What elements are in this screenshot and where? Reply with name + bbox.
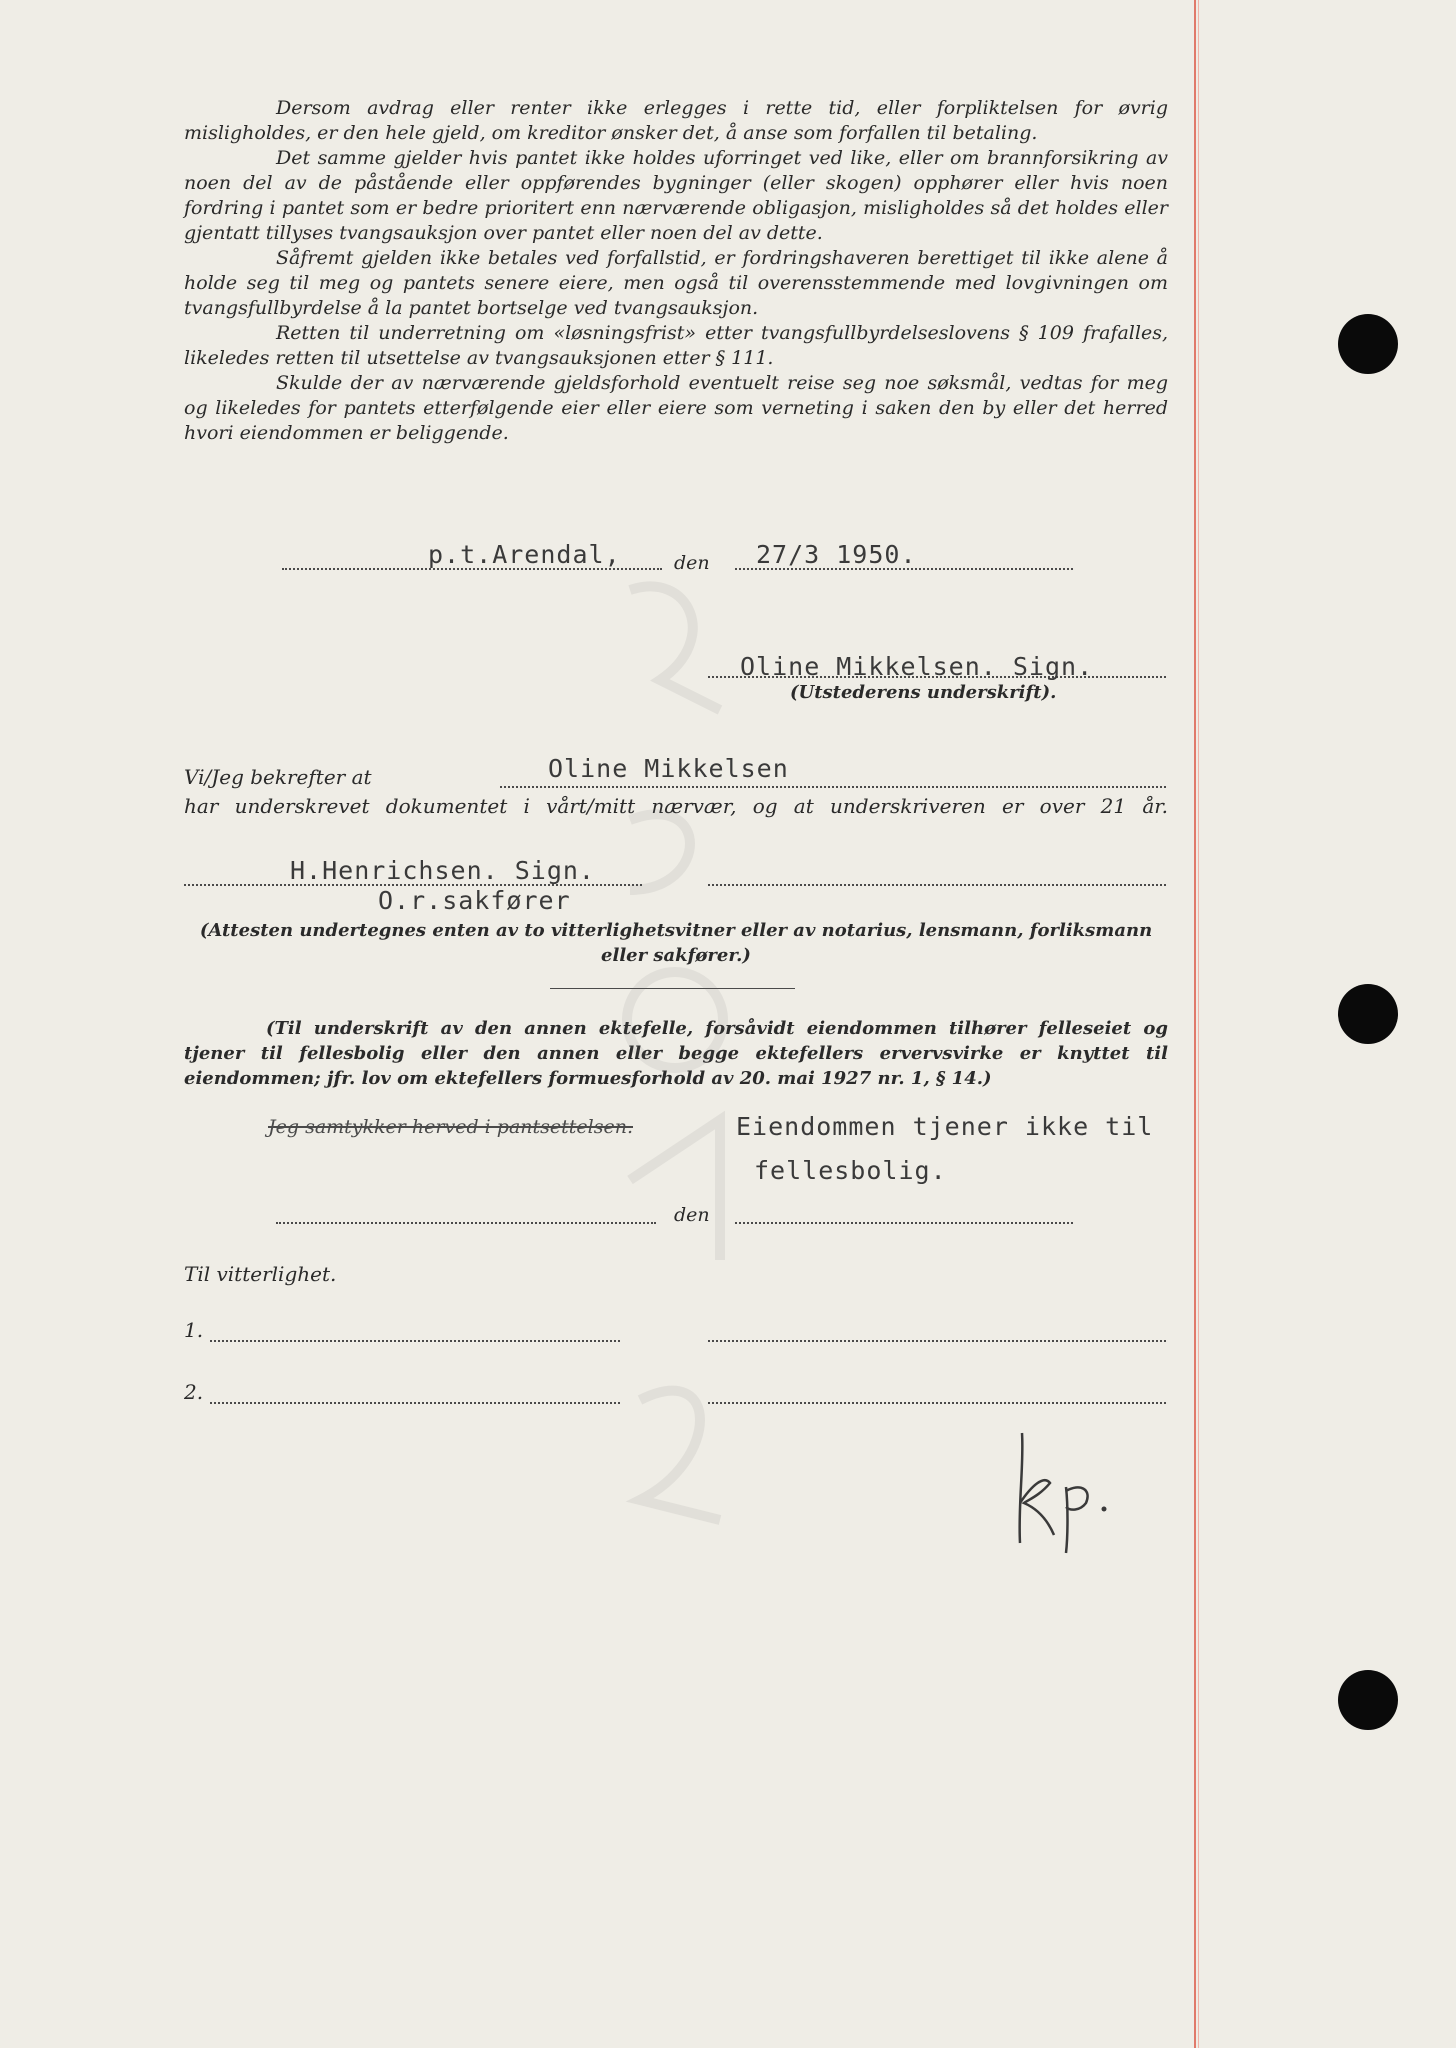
spouse-note: (Til underskrift av den annen ektefelle, forsåvidt eiendommen tilhører felleseiet og tjener til fellesbolig eller den annen eller begge ektefellers ervervsvirke er knyttet til eiendommen; jfr. lov om ektefellers formuesforhold av 20. mai 1927 nr. 1, § 14.) [184,1018,1168,1089]
confirmation-prefix: Vi/Jeg bekrefter at [184,765,372,789]
den-label: den [674,552,710,574]
red-margin-line [1194,0,1196,2048]
place-text: p.t.Arendal, [428,540,621,569]
terms-paragraph: Retten til underretning om «løsningsfrist» etter tvangsfullbyrdelseslovens § 109 frafalles, likeledes retten til utsettelse av tvangsauksjonen etter § 111. [184,322,1168,369]
spouse-place-line [276,1222,656,1224]
issuer-caption: (Utstederens underskrift). [790,682,1057,703]
witness-2-line-left [210,1402,620,1404]
punch-hole [1338,1670,1398,1730]
witness-number-2: 2. [184,1380,204,1404]
witness2-signature-line [708,884,1166,886]
typed-note-line2: fellesbolig. [754,1156,947,1185]
handwritten-initials-icon [1010,1425,1120,1555]
typed-note-line1: Eiendommen tjener ikke til [736,1112,1154,1141]
issuer-signature: Oline Mikkelsen. Sign. [740,652,1094,681]
terms-paragraph: Dersom avdrag eller renter ikke erlegges i rette tid, eller forpliktelsen for øvrig misligholdes, er den hele gjeld, om kreditor ønsker det, å anse som forfallen til betaling. [184,97,1168,144]
terms-paragraph: Det samme gjelder hvis pantet ikke holdes uforringet ved like, eller om brannforsikring av noen del av de påstående eller oppførendes bygninger (eller skogen) opphører eller hvis noen fordring i pantet som er bedre prioritert enn nærværende obligasjon, misligholdes så det holdes eller gjentatt tillyses tvangsauksjon over pantet eller noen del av dette. [184,147,1168,244]
terms-text [184,96,1168,446]
struck-consent-text: Jeg samtykker herved i pantsettelsen. [268,1116,633,1138]
witness-note: (Attesten undertegnes enten av to vitterlighetsvitner eller av notarius, lensmann, forliksmann eller sakfører.) [199,920,1153,966]
witness-signature: H.Henrichsen. Sign. [290,856,595,885]
terms-paragraph: Såfremt gjelden ikke betales ved forfallstid, er fordringshaveren berettiget til ikke alene å holde seg til meg og pantets senere eiere, men også til overensstemmende med lovgivningen om tvangsfullbyrdelse å la pantet bortselge ved tvangsauksjon. [184,247,1168,319]
punch-hole [1338,314,1398,374]
confirmation-text: har underskrevet dokumentet i vårt/mitt nærvær, og at underskriveren er over 21 år. [184,794,1168,818]
punch-hole [1338,984,1398,1044]
date-text: 27/3 1950. [756,540,917,569]
witness-title: O.r.sakfører [378,886,571,915]
witness-1-line-right [708,1340,1166,1342]
witness-number-1: 1. [184,1318,204,1342]
spouse-date-line [735,1222,1073,1224]
witness-1-line-left [210,1340,620,1342]
spouse-den-label: den [674,1204,710,1226]
bleed-through-marks [600,560,750,1560]
red-margin-line-shadow [1198,0,1199,2048]
witness-2-line-right [708,1402,1166,1404]
vitterlighet-title: Til vitterlighet. [184,1262,337,1286]
terms-paragraph: Skulde der av nærværende gjeldsforhold eventuelt reise seg noe søksmål, vedtas for meg og likeledes for pantets etterfølgende eier eller eiere som verneting i saken den by eller det herred hvori eiendommen er beliggende. [184,372,1168,444]
confirmation-name: Oline Mikkelsen [548,754,789,783]
